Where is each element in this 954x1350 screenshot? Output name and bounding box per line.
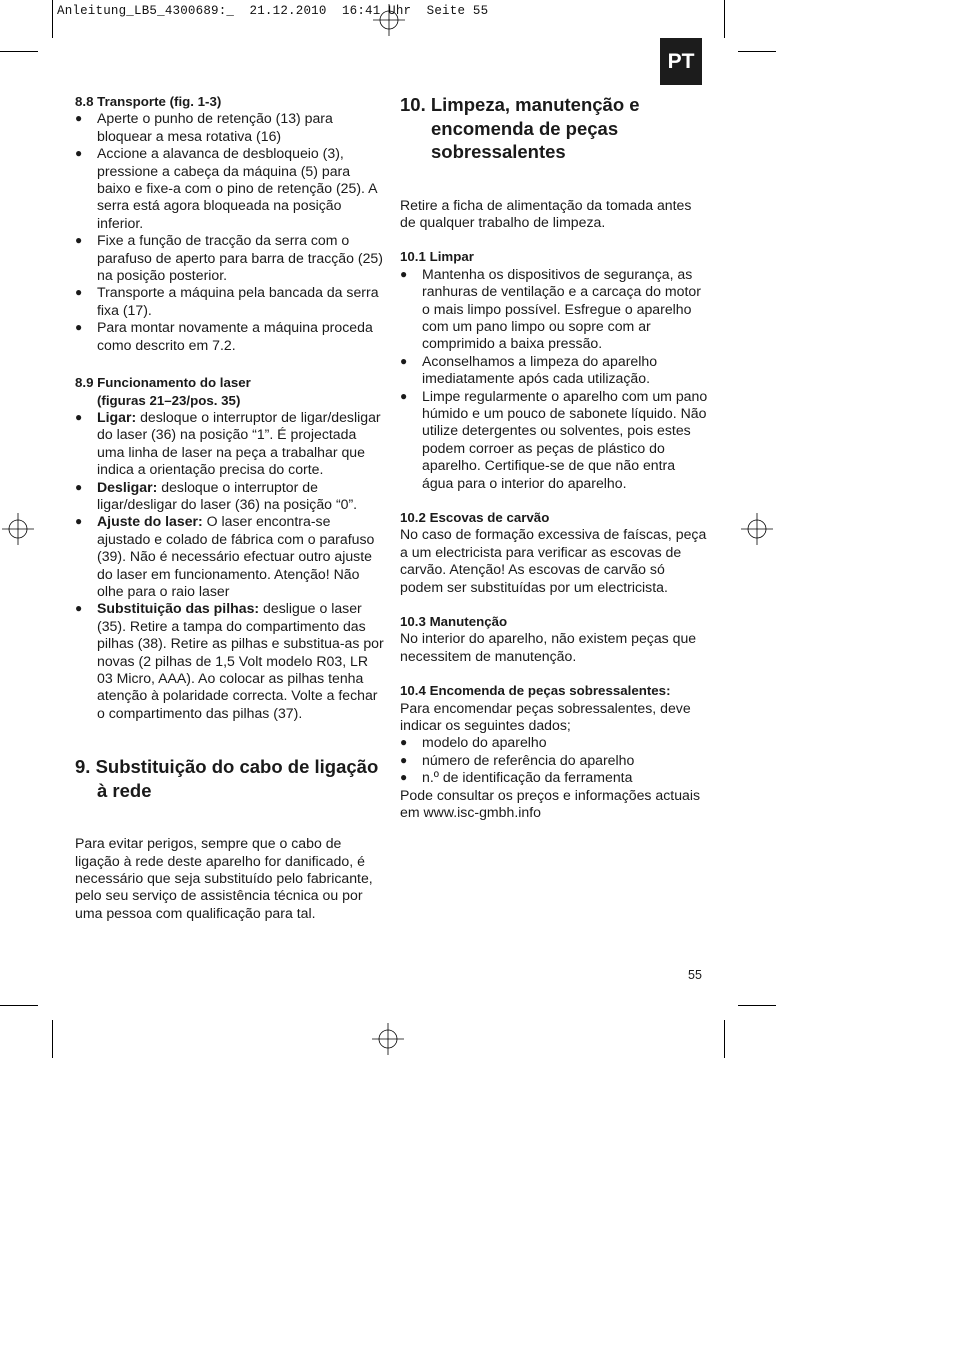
- list-item: ● Aperte o punho de retenção (13) para bloquear a mesa rotativa (16): [75, 110, 385, 145]
- registration-mark-icon: [741, 513, 773, 545]
- section-10-1-title: 10.1 Limpar: [400, 249, 474, 265]
- page-number: 55: [688, 968, 702, 982]
- section-10-4-intro: Para encomendar peças sobressalentes, deve indicar os seguintes dados;: [400, 699, 691, 734]
- section-10-4-list: [400, 734, 710, 786]
- list-item: ● Para montar novamente a máquina proceda como descrito em 7.2.: [75, 319, 385, 354]
- item-text: desloque o interruptor de ligar/desligar do laser (36) na posição “0”.: [97, 478, 358, 512]
- item-text: desloque o interruptor de ligar/desligar do laser (36) na posição “1”. É projectada uma linha de laser na peça a trabalhar que indica a orientação precisa do corte.: [97, 408, 381, 478]
- registration-mark-icon: [373, 4, 405, 36]
- item-label: Desligar:: [97, 478, 158, 495]
- section-10-1-list: [400, 266, 710, 492]
- section-10-4-outro: Pode consultar os preços e informações actuais em www.isc-gmbh.info: [400, 786, 701, 821]
- section-10-4-title: 10.4 Encomenda de peças sobressalentes:: [400, 683, 671, 699]
- crop-mark: [724, 1020, 725, 1058]
- list-item: [75, 513, 385, 600]
- item-text: O laser encontra-se ajustado e colado de fábrica com o parafuso (39). Não é necessário efectuar outro ajuste do laser em funcionamento. Atenção! Não olhe para o raio laser: [97, 513, 375, 599]
- crop-mark: [724, 0, 725, 38]
- section-8-9-list: [75, 409, 385, 722]
- list-item: ● Limpe regularmente o aparelho com um pano húmido e um pouco de sabonete líquido. Não utilize detergentes ou solventes, pois estes podem corroer as peças de plástico do aparelho. Certifique-se de que não entra água para o interior do aparelho.: [400, 388, 710, 492]
- section-8-9-subtitle: (figuras 21–23/pos. 35): [97, 392, 241, 408]
- item-text: desligue o laser (35). Retire a tampa do compartimento das pilhas (38). Retire as pilhas e substitua-as por novas (2 pilhas de 1,5 Volt modelo R03, LR 03 Micro, AAA). Ao colocar as pilhas tenha atenção à polaridade correcta. Volte a fechar o compartimento das pilhas (37).: [97, 600, 384, 721]
- list-item: ● modelo do aparelho: [400, 734, 710, 751]
- registration-mark-icon: [2, 513, 34, 545]
- item-label: Ligar:: [97, 408, 137, 425]
- list-item: ● Fixe a função de tracção da serra com o parafuso de aperto para barra de tracção (25) na posição posterior.: [75, 232, 385, 284]
- crop-mark: [0, 51, 38, 52]
- list-item: ● Transporte a máquina pela bancada da serra fixa (17).: [75, 284, 385, 319]
- crop-mark: [0, 1005, 38, 1006]
- crop-mark: [52, 1020, 53, 1058]
- list-item: ● Mantenha os dispositivos de segurança, as ranhuras de ventilação e a carcaça do motor o mais limpo possível. Esfregue o aparelho com um pano limpo ou sopre com ar comprimido a baixa pressão.: [400, 266, 710, 353]
- section-10-heading: 10. Limpeza, manutenção e encomenda de peças sobressalentes: [400, 94, 640, 162]
- list-item: ● número de referência do aparelho: [400, 752, 710, 769]
- section-10-intro: Retire a ficha de alimentação da tomada antes de qualquer trabalho de limpeza.: [400, 196, 692, 230]
- section-8-9-title: 8.9 Funcionamento do laser: [75, 375, 251, 391]
- print-slug: Anleitung_LB5_4300689:_ 21.12.2010 16:41 Uhr Seite 55: [57, 4, 489, 18]
- right-column: [400, 93, 710, 822]
- section-9-text: Para evitar perigos, sempre que o cabo de ligação à rede deste aparelho for danificado, é necessário que seja substituído pelo fabricante, pelo seu serviço de assistência técnica ou por uma pessoa com qualificação para tal.: [75, 835, 373, 921]
- list-item: ● n.º de identificação da ferramenta: [400, 769, 710, 786]
- left-column: [75, 93, 385, 922]
- crop-mark: [738, 1005, 776, 1006]
- list-item: [75, 600, 385, 722]
- list-item: ● Accione a alavanca de desbloqueio (3), pressione a cabeça da máquina (5) para baixo e fixe-a com o pino de retenção (25). A serra está agora bloqueada na posição inferior.: [75, 145, 385, 232]
- language-badge: PT: [660, 38, 702, 85]
- section-8-8-title: 8.8 Transporte (fig. 1-3): [75, 94, 222, 109]
- section-9-heading: 9. Substituição do cabo de ligação à rede: [75, 756, 379, 801]
- section-10-2-text: No caso de formação excessiva de faíscas, peça a um electricista para verificar as escovas de carvão. Atenção! As escovas de carvão só podem ser substituídas por um electricista.: [400, 526, 707, 595]
- list-item: [75, 409, 385, 479]
- list-item: [75, 479, 385, 514]
- registration-mark-icon: [372, 1023, 404, 1055]
- crop-mark: [738, 51, 776, 52]
- section-8-8-list: [75, 110, 385, 354]
- section-10-2-title: 10.2 Escovas de carvão: [400, 510, 550, 525]
- item-label: Substituição das pilhas:: [97, 600, 260, 617]
- section-10-3-title: 10.3 Manutenção: [400, 614, 508, 630]
- crop-mark: [52, 0, 53, 38]
- section-10-3-text: No interior do aparelho, não existem peças que necessitem de manutenção.: [400, 630, 697, 664]
- item-label: Ajuste do laser:: [97, 513, 203, 530]
- list-item: ● Aconselhamos a limpeza do aparelho imediatamente após cada utilização.: [400, 353, 710, 388]
